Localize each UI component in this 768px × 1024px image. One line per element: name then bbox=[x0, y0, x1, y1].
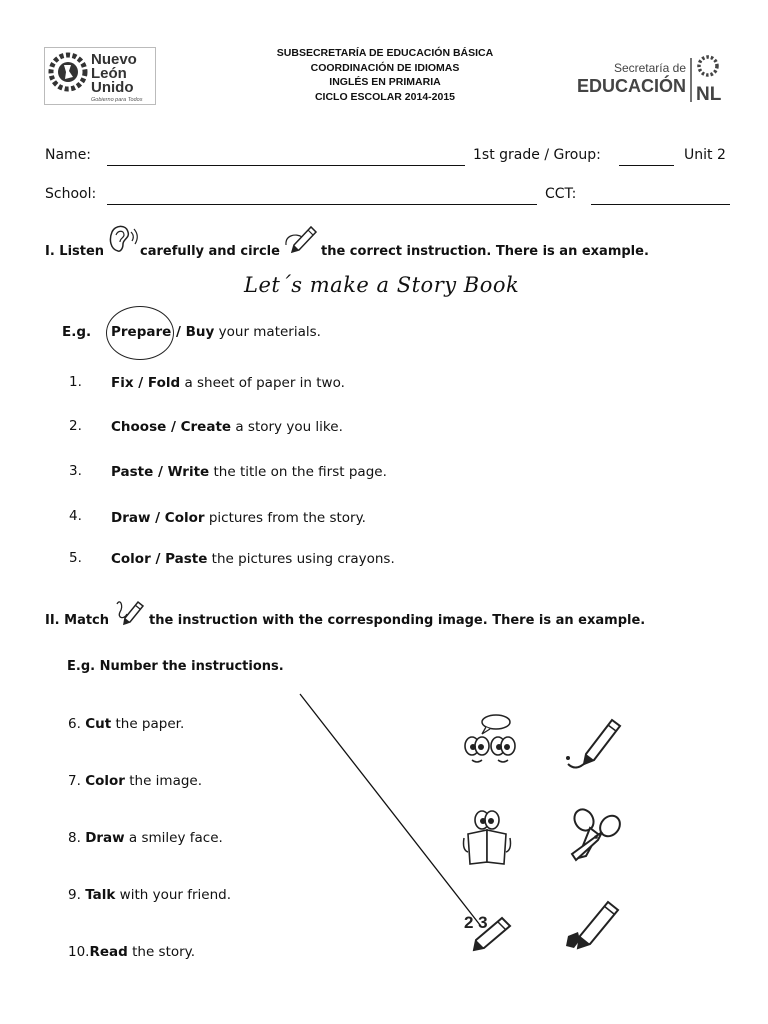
section2-match: II. Match bbox=[45, 613, 110, 628]
logo-left-line3: Unido bbox=[91, 79, 134, 96]
item-8-verb: Draw bbox=[85, 830, 125, 846]
item-3-number: 3. bbox=[69, 463, 82, 479]
section1-listen: I. Listen bbox=[45, 244, 105, 259]
item-4-option-a[interactable]: Draw bbox=[111, 510, 151, 526]
listen-item-3: Paste / Write the title on the first page. bbox=[111, 464, 387, 480]
item-2-option-b[interactable]: Create bbox=[180, 419, 232, 435]
name-label: Name: bbox=[45, 147, 92, 163]
item-5-option-a[interactable]: Color bbox=[111, 551, 151, 567]
item-2-option-a[interactable]: Choose bbox=[111, 419, 167, 435]
logo-right-tag: NL bbox=[696, 84, 722, 105]
reading-book-icon[interactable] bbox=[460, 806, 525, 866]
scissors-icon[interactable] bbox=[566, 806, 626, 866]
section1-circle-text: carefully and circle bbox=[140, 244, 280, 259]
grade-group-label: 1st grade / Group: bbox=[473, 147, 601, 163]
item-1-rest: a sheet of paper in two. bbox=[180, 375, 345, 391]
item-3-option-b[interactable]: Write bbox=[167, 464, 210, 480]
logo-right-big: EDUCACIÓN bbox=[576, 76, 686, 96]
logo-left-tagline: Gobierno para Todos bbox=[91, 97, 143, 103]
item-1-option-a[interactable]: Fix bbox=[111, 375, 134, 391]
example-option-buy[interactable]: Buy bbox=[185, 324, 215, 340]
header-line-1: SUBSECRETARÍA DE EDUCACIÓN BÁSICA bbox=[276, 47, 494, 59]
section2-instruction: the instruction with the corresponding image. There is an example. bbox=[149, 613, 646, 628]
numbering-pencil-icon[interactable] bbox=[462, 898, 522, 954]
listen-item-1: Fix / Fold a sheet of paper in two. bbox=[111, 375, 345, 391]
item-9-number: 9. bbox=[68, 887, 81, 903]
listen-item-5: Color / Paste the pictures using crayons. bbox=[111, 551, 395, 567]
smiley-pencil-icon[interactable] bbox=[560, 712, 635, 772]
item-6-verb: Cut bbox=[85, 716, 112, 732]
example-separator: / bbox=[171, 324, 186, 340]
header-line-4: CICLO ESCOLAR 2014-2015 bbox=[314, 90, 456, 103]
item-2-rest: a story you like. bbox=[231, 419, 343, 435]
item-6-rest: the paper. bbox=[111, 716, 185, 732]
item-5-rest: the pictures using crayons. bbox=[207, 551, 395, 567]
item-9-verb: Talk bbox=[85, 887, 116, 903]
item-7-number: 7. bbox=[68, 773, 81, 789]
example-label: E.g. bbox=[62, 324, 92, 340]
example-option-prepare[interactable]: Prepare bbox=[111, 324, 172, 340]
item-9-rest: with your friend. bbox=[115, 887, 232, 903]
section1-instruction: the correct instruction. There is an example. bbox=[321, 244, 649, 259]
item-5-number: 5. bbox=[69, 550, 82, 566]
item-1-number: 1. bbox=[69, 374, 82, 390]
item-10-rest: the story. bbox=[127, 944, 196, 960]
item-4-rest: pictures from the story. bbox=[204, 510, 366, 526]
section2-example: E.g. Number the instructions. bbox=[67, 659, 284, 674]
item-8-number: 8. bbox=[68, 830, 81, 846]
item-2-number: 2. bbox=[69, 418, 82, 434]
item-8-rest: a smiley face. bbox=[124, 830, 223, 846]
item-3-option-a[interactable]: Paste bbox=[111, 464, 154, 480]
item-7-verb: Color bbox=[85, 773, 125, 789]
story-book-title: Let´s make a Story Book bbox=[244, 273, 520, 297]
cct-label: CCT: bbox=[545, 186, 577, 202]
listen-item-4: Draw / Color pictures from the story. bbox=[111, 510, 366, 526]
header-line-2: COORDINACIÓN DE IDIOMAS bbox=[310, 61, 460, 74]
item-10-number: 10. bbox=[68, 944, 90, 960]
logo-left-line2: León bbox=[91, 65, 127, 82]
item-1-option-b[interactable]: Fold bbox=[147, 375, 181, 391]
header-line-3: INGLÉS EN PRIMARIA bbox=[329, 76, 441, 88]
coloring-pencil-icon[interactable] bbox=[564, 896, 624, 954]
logo-left-line1: Nuevo bbox=[91, 51, 137, 68]
item-3-rest: the title on the first page. bbox=[209, 464, 387, 480]
unit-label: Unit 2 bbox=[684, 147, 726, 163]
image-digits: 2 3 bbox=[464, 913, 488, 932]
item-5-option-b[interactable]: Paste bbox=[165, 551, 208, 567]
logo-right-small: Secretaría de bbox=[613, 61, 686, 75]
talking-faces-icon[interactable] bbox=[460, 712, 530, 772]
school-label: School: bbox=[45, 186, 97, 202]
item-4-option-b[interactable]: Color bbox=[164, 510, 205, 526]
listen-item-2: Choose / Create a story you like. bbox=[111, 419, 343, 435]
example-rest: your materials. bbox=[214, 324, 321, 340]
item-4-number: 4. bbox=[69, 508, 82, 524]
item-10-verb: Read bbox=[89, 944, 128, 960]
item-6-number: 6. bbox=[68, 716, 81, 732]
item-7-rest: the image. bbox=[124, 773, 203, 789]
